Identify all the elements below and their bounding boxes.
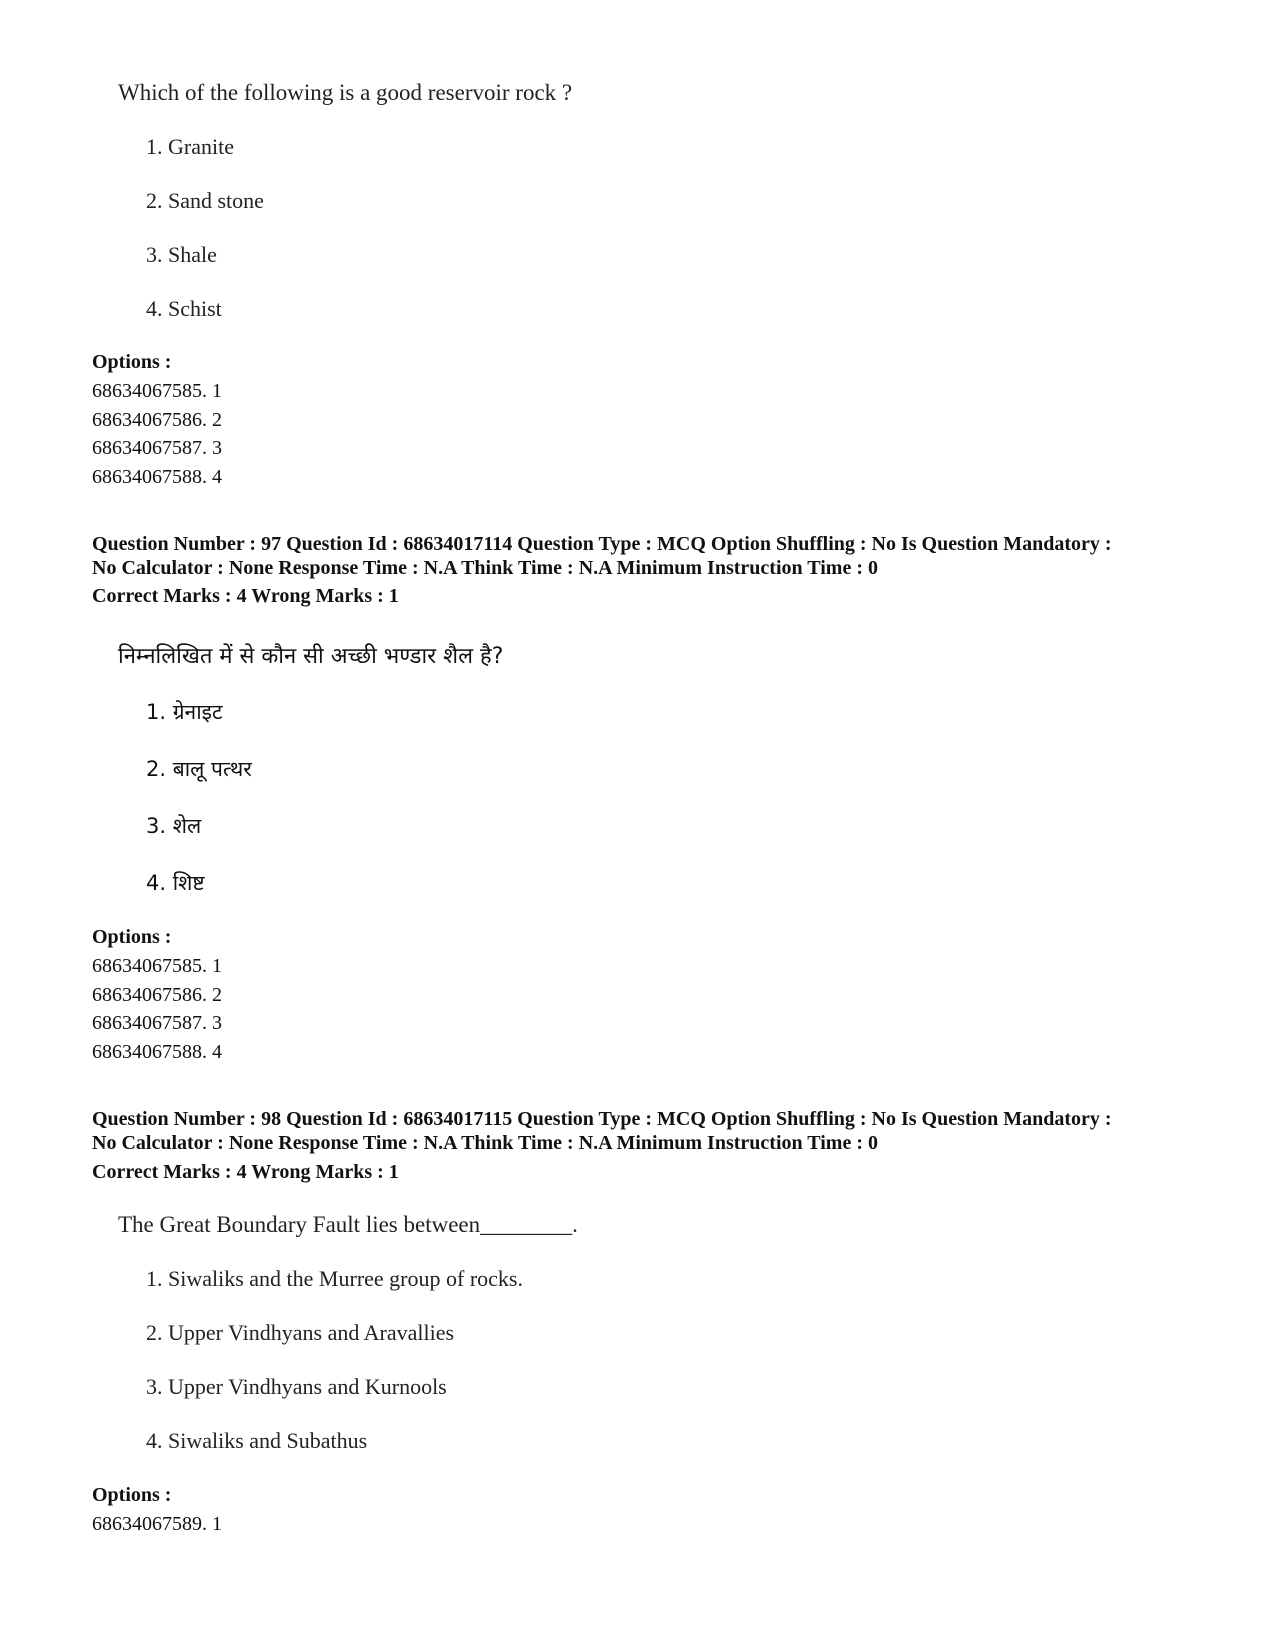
choice-item: 2. Upper Vindhyans and Aravallies [146, 1320, 455, 1345]
question-text: निम्नलिखित में से कौन सी अच्छी भण्डार शैल है? [118, 644, 504, 669]
choice-item: 4. Schist [146, 296, 222, 321]
question-text: Which of the following is a good reservoir rock ? [118, 80, 573, 105]
question-meta-line: No Calculator : None Response Time : N.A Think Time : N.A Minimum Instruction Time : 0 [92, 1132, 878, 1154]
option-id-line: 68634067587. 3 [92, 437, 222, 459]
option-id-line: 68634067585. 1 [92, 380, 222, 402]
option-id-line: 68634067586. 2 [92, 984, 222, 1006]
option-id-line: 68634067588. 4 [92, 466, 222, 488]
choice-item: 2. बालू पत्थर [146, 757, 252, 781]
choice-item: 4. Siwaliks and Subathus [146, 1428, 368, 1453]
options-label: Options : [92, 1484, 172, 1506]
question-text: The Great Boundary Fault lies between________. [118, 1212, 578, 1237]
option-id-line: 68634067586. 2 [92, 409, 222, 431]
choice-item: 2. Sand stone [146, 188, 264, 213]
option-id-line: 68634067589. 1 [92, 1513, 222, 1535]
marks-line: Correct Marks : 4 Wrong Marks : 1 [92, 585, 399, 607]
option-id-line: 68634067587. 3 [92, 1012, 222, 1034]
options-label: Options : [92, 926, 172, 948]
option-id-line: 68634067585. 1 [92, 955, 222, 977]
choice-item: 1. ग्रेनाइट [146, 700, 223, 724]
choice-item: 3. शेल [146, 814, 202, 838]
choice-item: 1. Siwaliks and the Murree group of rocks. [146, 1266, 523, 1291]
choice-item: 3. Upper Vindhyans and Kurnools [146, 1374, 447, 1399]
choice-item: 4. शिष्ट [146, 871, 205, 895]
marks-line: Correct Marks : 4 Wrong Marks : 1 [92, 1161, 399, 1183]
question-meta-line: Question Number : 97 Question Id : 68634017114 Question Type : MCQ Option Shuffling : No Is Question Mandatory : [92, 533, 1112, 555]
options-label: Options : [92, 351, 172, 373]
option-id-line: 68634067588. 4 [92, 1041, 222, 1063]
question-meta-line: No Calculator : None Response Time : N.A Think Time : N.A Minimum Instruction Time : 0 [92, 557, 878, 579]
question-meta-line: Question Number : 98 Question Id : 68634017115 Question Type : MCQ Option Shuffling : No Is Question Mandatory : [92, 1108, 1112, 1130]
choice-item: 3. Shale [146, 242, 217, 267]
choice-item: 1. Granite [146, 134, 234, 159]
